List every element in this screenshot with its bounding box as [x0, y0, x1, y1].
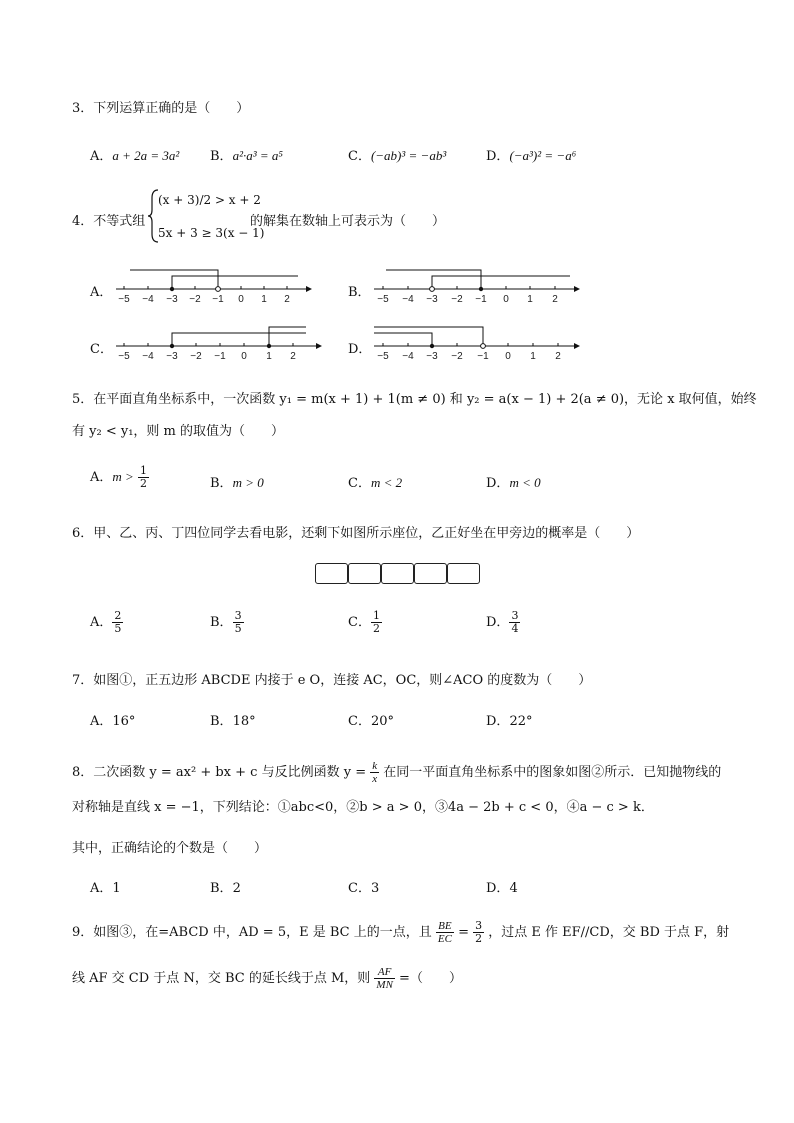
svg-text:−2: −2: [451, 351, 463, 362]
svg-text:−4: −4: [402, 351, 414, 362]
svg-text:−5: −5: [118, 294, 130, 305]
seat-3: [381, 563, 414, 584]
svg-text:−4: −4: [142, 294, 154, 305]
svg-text:−1: −1: [477, 351, 489, 362]
q9-line1: 9．如图③，在=ABCD 中，AD = 5，E 是 BC 上的一点，且 $\frac{BE}{EC}$ = $\frac{3}{2}$ ，过点 E 作 EF//CD，交 BD 于点 F，射: [72, 919, 730, 945]
q6-stem: 6．甲、乙、丙、丁四位同学去看电影，还剩下如图所示座位，乙正好坐在甲旁边的概率是（ ）: [72, 526, 640, 541]
svg-text:1: 1: [261, 294, 267, 305]
svg-text:2: 2: [552, 294, 558, 305]
q3-stem: 3．下列运算正确的是（ ）: [72, 101, 250, 116]
q8-line2: 对称轴是直线 x = −1，下列结论：①abc<0，②b > a > 0，③4a − 2b + c < 0，④a − c > k．: [72, 800, 654, 815]
q4-suffix: 的解集在数轴上可表示为（ ）: [250, 214, 446, 229]
seat-4: [414, 563, 447, 584]
q9-line2: 线 AF 交 CD 于点 N，交 BC 的延长线于点 M，则 $\frac{AF}{MN}$ =（ ）: [72, 966, 462, 991]
q6-option-a: A． $\frac{2}{5}$: [90, 609, 122, 635]
svg-text:1: 1: [266, 351, 272, 362]
q5-line1: 5．在平面直角坐标系中，一次函数 y₁ = m(x + 1) + 1(m ≠ 0) 和 y₂ = a(x − 1) + 2(a ≠ 0)，无论 x 取何值，始终: [72, 392, 757, 407]
q8-option-d: D．4: [486, 881, 518, 896]
q7-option-c: C．20°: [348, 714, 394, 729]
q7-stem: 7．如图①，正五边形 ABCDE 内接于 e O，连接 AC，OC，则∠ACO 的度数为（ ）: [72, 673, 592, 688]
svg-text:−1: −1: [212, 294, 224, 305]
q5-option-c: C．m < 2: [348, 475, 403, 491]
q3-option-c: C．(−ab)³ = −ab³: [348, 148, 447, 164]
svg-text:−3: −3: [166, 294, 178, 305]
svg-text:−3: −3: [166, 351, 178, 362]
q6-option-c: C． $\frac{1}{2}$: [348, 609, 380, 635]
svg-text:−5: −5: [377, 294, 389, 305]
q8-line1: 8．二次函数 y = ax² + bx + c 与反比例函数 y = $\frac{k}{x}$ 在同一平面直角坐标系中的图象如图②所示．已知抛物线的: [72, 760, 722, 785]
svg-text:2: 2: [290, 351, 296, 362]
svg-text:−2: −2: [451, 294, 463, 305]
q3-option-d: D．(−a³)² = −a⁶: [486, 148, 577, 164]
svg-text:2: 2: [555, 351, 561, 362]
q4-option-d-label: D．: [348, 342, 372, 357]
svg-text:2: 2: [284, 294, 290, 305]
number-line-b: [370, 266, 580, 306]
svg-text:−4: −4: [402, 294, 414, 305]
q5-option-d: D．m < 0: [486, 475, 541, 491]
seat-1: [315, 563, 348, 584]
q3-option-a: A．a + 2a = 3a²: [90, 148, 180, 164]
q4-inequality-2: 5x + 3 ≥ 3(x − 1): [158, 226, 265, 240]
number-line-a: [112, 266, 312, 306]
q3-option-b: B．a²·a³ = a⁵: [210, 148, 283, 164]
svg-text:−3: −3: [426, 351, 438, 362]
seat-2: [348, 563, 381, 584]
svg-text:−5: −5: [118, 351, 130, 362]
q4-option-c-label: C．: [90, 342, 113, 357]
svg-text:−2: −2: [190, 351, 202, 362]
q4-option-a-label: A．: [90, 285, 113, 300]
svg-text:−1: −1: [214, 351, 226, 362]
q7-option-a: A．16°: [90, 714, 136, 729]
q8-option-a: A．1: [90, 881, 121, 896]
q7-option-b: B．18°: [210, 714, 256, 729]
svg-text:−3: −3: [426, 294, 438, 305]
svg-text:0: 0: [241, 351, 247, 362]
q6-option-d: D． $\frac{3}{4}$: [486, 609, 519, 635]
svg-text:−1: −1: [475, 294, 487, 305]
q5-option-a: A．m > $\frac{1}{2}$: [90, 464, 147, 490]
q4-option-b-label: B．: [348, 285, 371, 300]
q8-line3: 其中，正确结论的个数是（ ）: [72, 841, 268, 856]
q4-inequality-1: (x + 3)/2 > x + 2: [158, 193, 261, 207]
svg-text:1: 1: [527, 294, 533, 305]
number-line-d: [370, 323, 580, 363]
svg-text:0: 0: [503, 294, 509, 305]
svg-text:−2: −2: [189, 294, 201, 305]
svg-text:0: 0: [238, 294, 244, 305]
q8-option-c: C．3: [348, 881, 380, 896]
q5-option-b: B．m > 0: [210, 475, 264, 491]
number-line-c: [112, 323, 322, 363]
svg-text:0: 0: [505, 351, 511, 362]
q6-option-b: B． $\frac{3}{5}$: [210, 609, 242, 635]
q8-option-b: B．2: [210, 881, 241, 896]
q4-prefix: 4．不等式组: [72, 214, 146, 229]
q7-option-d: D．22°: [486, 714, 533, 729]
seat-5: [447, 563, 480, 584]
svg-text:−5: −5: [377, 351, 389, 362]
svg-text:1: 1: [530, 351, 536, 362]
svg-text:−4: −4: [142, 351, 154, 362]
q5-line2: 有 y₂ < y₁，则 m 的取值为（ ）: [72, 424, 284, 439]
